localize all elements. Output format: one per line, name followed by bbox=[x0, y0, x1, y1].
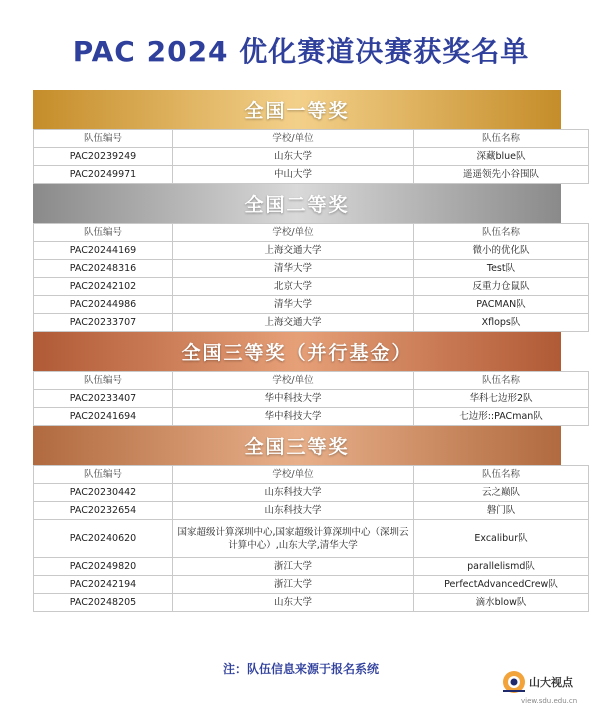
logo-url: view.sdu.edu.cn bbox=[521, 697, 578, 705]
team-id: PAC20233407 bbox=[34, 390, 173, 408]
team-name: Xflops队 bbox=[414, 314, 589, 332]
table-row bbox=[34, 558, 589, 576]
team-id: PAC20244169 bbox=[34, 242, 173, 260]
school: 山东科技大学 bbox=[173, 502, 414, 520]
table-row bbox=[34, 278, 589, 296]
team-id: PAC20242102 bbox=[34, 278, 173, 296]
school: 清华大学 bbox=[173, 260, 414, 278]
school: 上海交通大学 bbox=[173, 314, 414, 332]
school: 山东大学 bbox=[173, 148, 414, 166]
team-name: 深藏blue队 bbox=[414, 148, 589, 166]
banner-third-prize: 全国三等奖 bbox=[33, 426, 561, 465]
team-id: PAC20241694 bbox=[34, 408, 173, 426]
team-name: 七边形::PACman队 bbox=[414, 408, 589, 426]
table-row bbox=[34, 576, 589, 594]
table-row bbox=[34, 390, 589, 408]
table-second-prize bbox=[33, 223, 589, 332]
table-row bbox=[34, 408, 589, 426]
team-id: PAC20240620 bbox=[34, 520, 173, 558]
source-note: 注：队伍信息来源于报名系统 bbox=[222, 662, 379, 676]
team-id: PAC20244986 bbox=[34, 296, 173, 314]
team-id: PAC20233707 bbox=[34, 314, 173, 332]
table-row bbox=[34, 314, 589, 332]
team-id: PAC20230442 bbox=[34, 484, 173, 502]
banner-second-prize: 全国二等奖 bbox=[33, 184, 561, 223]
school: 中山大学 bbox=[173, 166, 414, 184]
header-team-name: 队伍名称 bbox=[414, 130, 589, 148]
table-header-row bbox=[34, 466, 589, 484]
header-team-id: 队伍编号 bbox=[34, 372, 173, 390]
banner-first-prize: 全国一等奖 bbox=[33, 90, 561, 129]
team-id: PAC20239249 bbox=[34, 148, 173, 166]
header-school: 学校/单位 bbox=[173, 466, 414, 484]
sdu-view-logo bbox=[499, 667, 589, 707]
school: 北京大学 bbox=[173, 278, 414, 296]
header-school: 学校/单位 bbox=[173, 130, 414, 148]
team-name: 反重力仓鼠队 bbox=[414, 278, 589, 296]
header-team-name: 队伍名称 bbox=[414, 224, 589, 242]
school: 华中科技大学 bbox=[173, 390, 414, 408]
team-name: 遥遥领先小谷围队 bbox=[414, 166, 589, 184]
team-id: PAC20249820 bbox=[34, 558, 173, 576]
table-row bbox=[34, 296, 589, 314]
team-name: Excalibur队 bbox=[414, 520, 589, 558]
header-team-name: 队伍名称 bbox=[414, 372, 589, 390]
table-header-row bbox=[34, 130, 589, 148]
school: 清华大学 bbox=[173, 296, 414, 314]
header-team-id: 队伍编号 bbox=[34, 224, 173, 242]
table-row bbox=[34, 166, 589, 184]
table-first-prize bbox=[33, 129, 589, 184]
school: 上海交通大学 bbox=[173, 242, 414, 260]
table-row bbox=[34, 502, 589, 520]
table-row bbox=[34, 242, 589, 260]
team-id: PAC20248205 bbox=[34, 594, 173, 612]
table-third-prize-fund bbox=[33, 371, 589, 426]
header-team-id: 队伍编号 bbox=[34, 466, 173, 484]
school: 山东大学 bbox=[173, 594, 414, 612]
page-title: PAC 2024 优化赛道决赛获奖名单 bbox=[72, 35, 530, 68]
team-name: PerfectAdvancedCrew队 bbox=[414, 576, 589, 594]
team-name: Test队 bbox=[414, 260, 589, 278]
team-name: 云之巅队 bbox=[414, 484, 589, 502]
school: 浙江大学 bbox=[173, 558, 414, 576]
table-header-row bbox=[34, 224, 589, 242]
school: 山东科技大学 bbox=[173, 484, 414, 502]
banner-third-prize-fund: 全国三等奖（并行基金） bbox=[33, 332, 561, 371]
team-id: PAC20248316 bbox=[34, 260, 173, 278]
header-school: 学校/单位 bbox=[173, 224, 414, 242]
table-row bbox=[34, 594, 589, 612]
award-tables bbox=[33, 90, 561, 612]
header-team-name: 队伍名称 bbox=[414, 466, 589, 484]
team-id: PAC20249971 bbox=[34, 166, 173, 184]
school: 浙江大学 bbox=[173, 576, 414, 594]
team-name: 微小的优化队 bbox=[414, 242, 589, 260]
table-row bbox=[34, 260, 589, 278]
header-school: 学校/单位 bbox=[173, 372, 414, 390]
table-row bbox=[34, 484, 589, 502]
team-name: parallelismd队 bbox=[414, 558, 589, 576]
table-row bbox=[34, 148, 589, 166]
team-name: 滴水blow队 bbox=[414, 594, 589, 612]
sdu-view-logo-icon bbox=[501, 669, 527, 695]
team-name: PACMAN队 bbox=[414, 296, 589, 314]
school: 华中科技大学 bbox=[173, 408, 414, 426]
team-id: PAC20242194 bbox=[34, 576, 173, 594]
table-header-row bbox=[34, 372, 589, 390]
header-team-id: 队伍编号 bbox=[34, 130, 173, 148]
table-row bbox=[34, 520, 589, 558]
table-third-prize bbox=[33, 465, 589, 612]
team-name: 磐门队 bbox=[414, 502, 589, 520]
team-name: 华科七边形2队 bbox=[414, 390, 589, 408]
logo-text: 山大视点 bbox=[529, 676, 573, 689]
school: 国家超级计算深圳中心,国家超级计算深圳中心（深圳云计算中心）,山东大学,清华大学 bbox=[173, 520, 414, 558]
team-id: PAC20232654 bbox=[34, 502, 173, 520]
